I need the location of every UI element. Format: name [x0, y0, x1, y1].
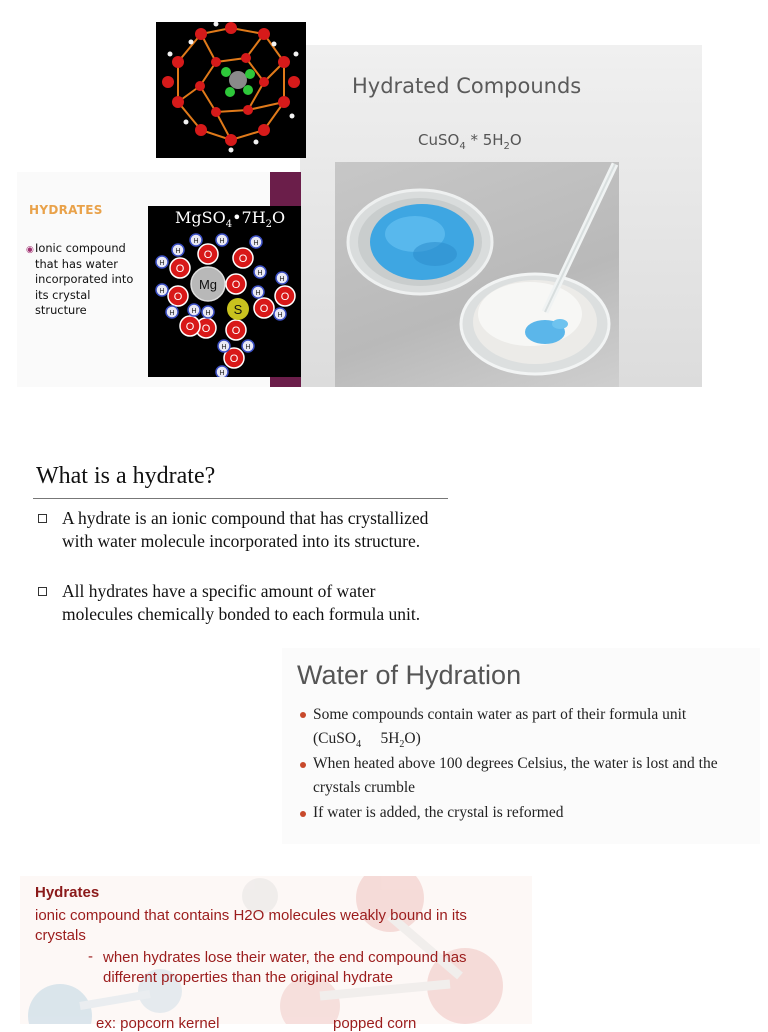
oxygen-atom-label: O [229, 353, 239, 365]
atom-s-label: S [233, 302, 243, 317]
mgso4-structure-image [148, 206, 301, 377]
hydrogen-atom-label: H [219, 370, 225, 377]
oxygen-atom-label: O [259, 303, 269, 315]
oxygen-atom-label: O [201, 323, 211, 335]
hydrogen-atom-label: H [245, 344, 251, 351]
clathrate-model-image [156, 22, 306, 158]
woh-bullet-2: When heated above 100 degrees Celsius, the water is lost and the crystals crumble [313, 755, 718, 796]
hydrogen-atom-label: H [191, 308, 197, 315]
magnesium-sulfate-formula: $MgSO_4•7H_2O$ [175, 208, 286, 231]
water-of-hydration-title: Water of Hydration [297, 660, 522, 690]
hydrogen-atom-label: H [175, 248, 181, 255]
hydrogen-atom-label: H [257, 270, 263, 277]
slide-title: Hydrated Compounds [352, 74, 582, 98]
what-is-hydrate-title: What is a hydrate? [36, 463, 216, 489]
oxygen-atom-label: O [231, 279, 241, 291]
oxygen-atom-label: O [231, 325, 241, 337]
hydrogen-atom-label: H [205, 310, 211, 317]
hydrogen-atom-label: H [255, 290, 261, 297]
hydrogen-atom-label: H [253, 240, 259, 247]
bullet-icon: ◉ [26, 245, 34, 255]
hydrogen-atom-label: H [169, 310, 175, 317]
bullet-dot-icon [300, 712, 306, 718]
woh-bullet-1: Some compounds contain water as part of their formula unit (CuSO$_4$ $5H_2O$) [313, 706, 687, 751]
hydrates-title: Hydrates [35, 884, 100, 901]
square-bullet-icon [38, 514, 47, 523]
bullet-dot-icon [300, 811, 306, 817]
hydrates-sub-point: when hydrates lose their water, the end compound has different properties than the original hydrate [103, 949, 467, 986]
copper-sulfate-dishes-photo [335, 162, 619, 387]
oxygen-atom-label: O [203, 249, 213, 261]
square-bullet-icon [38, 587, 47, 596]
water-cage-crystal-model [156, 22, 306, 158]
hydrates-bullet-text: Ionic compound that has water incorporated into its crystal structure [35, 241, 134, 317]
oxygen-atom-label: O [280, 291, 290, 303]
hydrogen-atom-label: H [193, 238, 199, 245]
oxygen-atom-label: O [185, 321, 195, 333]
dash-bullet: - [88, 948, 93, 965]
hydrogen-atom-label: H [279, 276, 285, 283]
oxygen-atom-label: O [173, 291, 183, 303]
bullet-dot-icon [300, 762, 306, 768]
magnesium-sulfate-diagram [148, 206, 301, 377]
copper-sulfate-formula: CuSO$_4$ * $5H_2O$ [418, 131, 522, 152]
oxygen-atom-label: O [175, 263, 185, 275]
hydrogen-atom-label: H [159, 288, 165, 295]
atom-mg-label: Mg [198, 277, 218, 292]
example-popped-corn: popped corn [333, 1015, 417, 1032]
hydrogen-atom-label: H [159, 260, 165, 267]
hydrate-bullet-1: A hydrate is an ionic compound that has crystallized with water molecule incorporated into its structure. [62, 508, 429, 551]
oxygen-atom-label: O [238, 253, 248, 265]
title-divider [33, 498, 448, 499]
hydrates-heading: HYDRATES [29, 203, 103, 217]
hydrate-bullet-2: All hydrates have a specific amount of water molecules chemically bonded to each formula unit. [62, 581, 421, 624]
example-popcorn-kernel: ex: popcorn kernel [96, 1015, 220, 1032]
hydrogen-atom-label: H [219, 238, 225, 245]
woh-formula: (CuSO$_4$ $5H_2O$) [313, 730, 421, 751]
woh-bullet-3: If water is added, the crystal is reformed [313, 804, 564, 821]
hydrates-definition: ionic compound that contains H2O molecules weakly bound in its crystals [35, 907, 467, 944]
watch-glass-dishes-image [335, 162, 619, 387]
hydrogen-atom-label: H [221, 344, 227, 351]
hydrogen-atom-label: H [277, 312, 283, 319]
